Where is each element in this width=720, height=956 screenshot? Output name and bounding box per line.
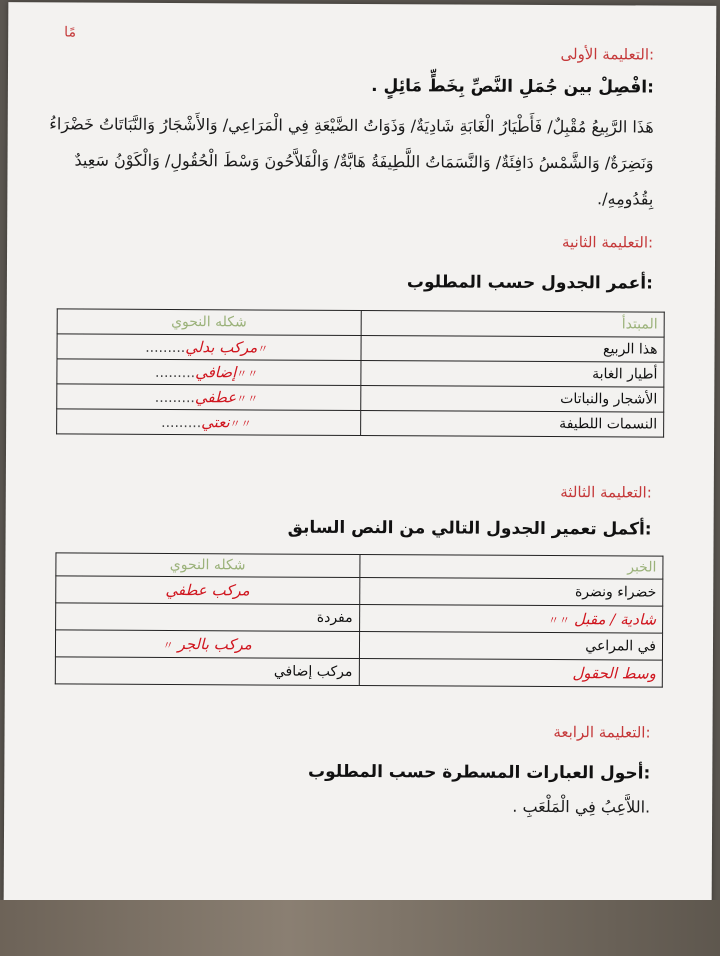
section2-heading: :التعليمة الثانية (561, 233, 654, 252)
corner-mark: مًا (64, 24, 77, 41)
predicate-cell: في المراعي (359, 631, 663, 660)
handwritten-answer: مركب بدلي (185, 338, 258, 357)
table-row (57, 359, 664, 387)
subject-cell: الأشجار والنباتات (360, 386, 664, 413)
handwritten-answer: مركب بالجر (177, 635, 252, 654)
table-row (56, 603, 663, 633)
table-row (57, 384, 664, 412)
form-cell: 〃〃إضافي......... (57, 359, 361, 386)
table-row (57, 334, 664, 362)
section4-instruction: :أحول العبارات المسطرة حسب المطلوب (308, 761, 651, 784)
subject-cell: أطيار الغابة (360, 361, 664, 388)
section1-instruction: :افْصِلْ بين جُمَلِ النَّصِّ بِخَطٍّ مَائِلٍ . (371, 76, 654, 98)
section3-instruction: :أكمل تعمير الجدول التالي من النص السابق (287, 517, 652, 540)
subject-cell: النسمات اللطيفة (360, 411, 664, 438)
form-cell: مفردة (56, 603, 360, 632)
handwritten-answer: إضافي (195, 363, 237, 382)
form-cell: مركب إضافي (55, 657, 359, 686)
section3-heading: :التعليمة الثالثة (560, 483, 652, 502)
col-subject-header: المبتدأ (361, 311, 665, 338)
subjects-table (56, 308, 665, 437)
handwritten-answer: عطفي (194, 388, 237, 407)
col-form-header: شكله النحوي (57, 309, 361, 336)
predicates-table (55, 552, 664, 687)
table-row (56, 576, 663, 606)
section1-paragraph: هَذَا الرَّبِيعُ مُقْبِلٌ/ فَأَطْيَارُ الْغَابَةِ شَادِيَةٌ/ وَذَوَاتُ الضَّيْعَةِ فِي الْمَرَاعِي/ وَالأَشْجَارُ وَالنَّبَاتَاتُ خَضْرَاءُ وَنَضِرَةٌ/ وَالشَّمْسُ دَافِئَةٌ/ وَالنَّسَمَاتُ اللَّطِيفَةُ هَابَّةٌ/ وَالْفَلاَّحُونَ وَسْطَ الْحُقُولِ/ وَالْكَوْنُ سَعِيدٌ بِقُدُومِهِ/. (49, 114, 654, 209)
worksheet-page (4, 2, 717, 906)
section1-heading: :التعليمة الأولى (560, 45, 655, 64)
section4-sentence: .اللاَّعِبُ فِي الْمَلْعَبِ . (512, 796, 651, 817)
col-predicate-header: الخبر (359, 554, 663, 579)
table-row (55, 630, 662, 660)
handwritten-answer: نعتي (201, 413, 230, 432)
handwritten-answer: مركب عطفي (165, 580, 250, 600)
background-surface (0, 900, 720, 956)
form-cell: 〃مركب بدلي......... (57, 334, 361, 361)
col-form-header: شكله النحوي (56, 553, 360, 578)
predicate-cell: شادية / مقبل〃〃 (359, 604, 663, 633)
predicate-cell (359, 658, 663, 687)
section2-instruction: :أعمر الجدول حسب المطلوب (406, 272, 653, 294)
table-row (55, 657, 662, 687)
handwritten-answer: وسط الحقول (572, 664, 656, 683)
table-header-row (57, 309, 664, 337)
form-cell: 〃〃عطفي......... (57, 384, 361, 411)
table-header-row (56, 553, 663, 579)
handwritten-answer: شادية / مقبل (573, 610, 657, 629)
form-cell: 〃〃نعتي......... (57, 409, 361, 436)
form-cell (56, 576, 360, 605)
section4-heading: :التعليمة الرابعة (553, 723, 651, 742)
table-row (57, 409, 664, 437)
predicate-cell: خضراء ونضرة (359, 577, 663, 606)
subject-cell: هذا الربيع (360, 336, 664, 363)
form-cell: مركب بالجر〃 (55, 630, 359, 659)
